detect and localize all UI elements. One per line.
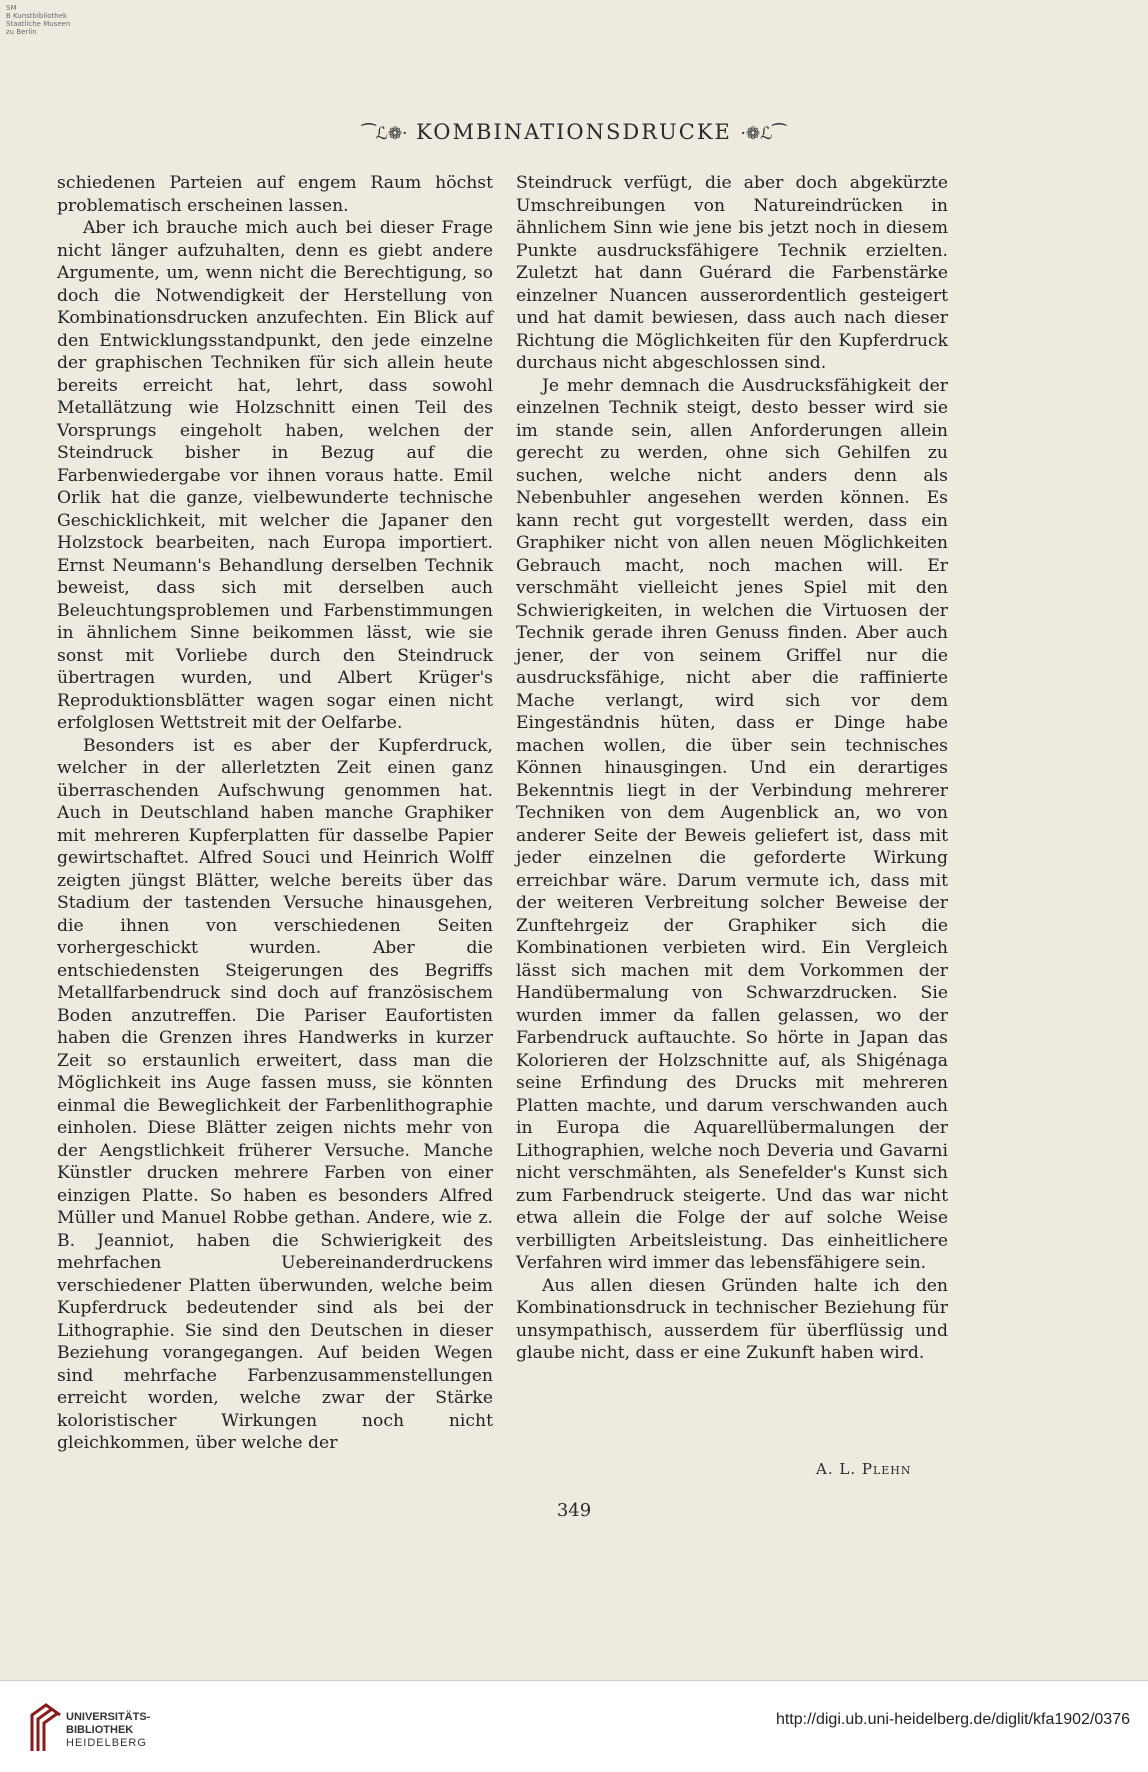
paragraph: Je mehr demnach die Ausdrucksfähigkeit der einzelnen Technik steigt, desto besser wird sie im stande sein, allen Anforderungen allein gerecht zu werden, ohne sich Gehilfen zu suchen, welche nicht anders denn als Nebenbuhler angesehen werden können. Es kann recht gut vorgestellt werden, dass ein Graphiker nicht von allen neuen Möglichkeiten Gebrauch macht, noch machen will. Er verschmäht vielleicht jenes Spiel mit den Schwierigkeiten, in welchen die Virtuosen der Technik gerade ihren Genuss finden. Aber auch jener, der von seinem Griffel nur die ausdrucksfähige, nicht aber die raffinierte Mache verlangt, wird sich vor dem Eingeständnis hüten, dass er Dinge habe machen wollen, die über sein technisches Können hinausgingen. Und ein derartiges Bekenntnis liegt in der Verbindung mehrerer Techniken von dem Augenblick an, wo von anderer Seite der Beweis geliefert ist, dass mit jeder einzelnen die geforderte Wirkung erreichbar wäre. Darum vermute ich, dass mit der weiteren Verbreitung solcher Beweise der Zunftehrgeiz der Graphiker sich die Kombinationen verbieten wird. Ein Vergleich lässt sich machen mit dem Vorkommen der Handübermalung von Schwarzdrucken. Sie wurden immer da fallen gelassen, wo der Farbendruck auftauchte. So hörte in Japan das Kolorieren der Holzschnitte auf, als Shigénaga seine Erfindung des Drucks mit mehreren Platten machte, und darum verschwanden auch in Europa die Aquarellübermalungen der Lithographien, welche noch Deveria und Gavarni nicht verschmähten, als Senefelder's Kunst sich zum Farbendruck steigerte. Und das war nicht etwa allein die Folge der auf solche Weise verbilligten Arbeitsleistung. Das einheitlichere Verfahren wird immer das lebensfähigere sein.: [516, 375, 948, 1273]
left-column: [57, 172, 493, 1455]
ornament-right-icon: ·❁ℒ⁀: [740, 124, 787, 144]
paragraph: Steindruck verfügt, die aber doch abgekürzte Umschreibungen von Natureindrücken in ähnlichem Sinn wie jene bis jetzt noch in diesem Punkte ausdrucksfähigere Technik erzielten. Zuletzt hat dann Guérard die Farbenstärke einzelner Nuancen ausserordentlich gesteigert und hat damit bewiesen, dass auch nach dieser Richtung die Möglichkeiten für den Kupferdruck durchaus nicht abgeschlossen sind.: [516, 173, 948, 373]
right-column: [516, 172, 948, 1365]
paragraph: schiedenen Parteien auf engem Raum höchst problematisch erscheinen lassen.: [57, 173, 493, 216]
source-url-link[interactable]: http://digi.ub.uni-heidelberg.de/diglit/kfa1902/0376: [775, 1711, 1130, 1728]
paragraph: Besonders ist es aber der Kupferdruck, welcher in der allerletzten Zeit einen ganz überraschenden Aufschwung genommen hat. Auch in Deutschland haben manche Graphiker mit mehreren Kupferplatten für dasselbe Papier gewirtschaftet. Alfred Souci und Heinrich Wolff zeigten jüngst Blätter, welche bereits über das Stadium der tastenden Versuche hinausgehen, die ihnen von verschiedenen Seiten vorhergeschickt wurden. Aber die entschiedensten Steigerungen des Begriffs Metallfarbendruck sind doch auf französischem Boden anzutreffen. Die Pariser Eaufortisten haben die Grenzen ihres Handwerks in kurzer Zeit so erstaunlich erweitert, dass man die Möglichkeit ins Auge fassen muss, sie könnten einmal die Beweglichkeit der Farbenlithographie einholen. Diese Blätter zeigen nichts mehr von der Aengstlichkeit früherer Versuche. Manche Künstler drucken mehrere Farben von einer einzigen Platte. So haben es besonders Alfred Müller und Manuel Robbe gethan. Andere, wie z. B. Jeanniot, haben die Schwierigkeit des mehrfachen Uebereinanderdruckens verschiedener Platten überwunden, welche beim Kupferdruck bedeutender sind als bei der Lithographie. Sie sind den Deutschen in dieser Beziehung vorangegangen. Auf beiden Wegen sind mehrfache Farbenzusammenstellungen erreicht worden, welche zwar der Stärke koloristischer Wirkungen noch nicht gleichkommen, über welche der: [57, 735, 493, 1453]
library-footer: [0, 1680, 1148, 1772]
paragraph: Aber ich brauche mich auch bei dieser Frage nicht länger aufzuhalten, denn es giebt andere Argumente, um, wenn nicht die Berechtigung, so doch die Notwendigkeit der Herstellung von Kombinationsdrucken anzufechten. Ein Blick auf den Entwicklungsstandpunkt, den jede einzelne der graphischen Techniken für sich allein heute bereits erreicht hat, lehrt, dass sowohl Metallätzung wie Holzschnitt einen Teil des Vorsprungs eingeholt haben, welchen der Steindruck bisher in Bezug auf die Farbenwiedergabe vor ihnen voraus hatte. Emil Orlik hat die ganze, vielbewunderte technische Geschicklichkeit, mit welcher die Japaner den Holzstock bearbeiten, nach Europa importiert. Ernst Neumann's Behandlung derselben Technik beweist, dass sich mit derselben auch Beleuchtungsproblemen und Farbenstimmungen in ähnlichem Sinne beikommen lässt, wie sie sonst mit Vorliebe durch den Steindruck übertragen wurden, und Albert Krüger's Reproduktionsblätter wagen sogar einen nicht erfolglosen Wettstreit mit der Oelfarbe.: [57, 218, 493, 733]
author-signature: A. L. Plehn: [816, 1460, 912, 1478]
paragraph: Aus allen diesen Gründen halte ich den Kombinationsdruck in technischer Beziehung für unsympathisch, ausserdem für überflüssig und glaube nicht, dass er eine Zukunft haben wird.: [516, 1275, 948, 1363]
library-logo-icon: [28, 1701, 64, 1755]
page-number: 349: [556, 1500, 592, 1521]
running-header: [0, 120, 1148, 144]
running-header-title: KOMBINATIONSDRUCKE: [416, 120, 732, 144]
ornament-left-icon: ⁀ℒ❁·: [361, 124, 408, 144]
library-stamp: SM B Kunstbibliothek Staatliche Museen zu Berlin: [6, 4, 71, 36]
library-name: UNIVERSITÄTS- BIBLIOTHEK HEIDELBERG: [66, 1711, 151, 1749]
